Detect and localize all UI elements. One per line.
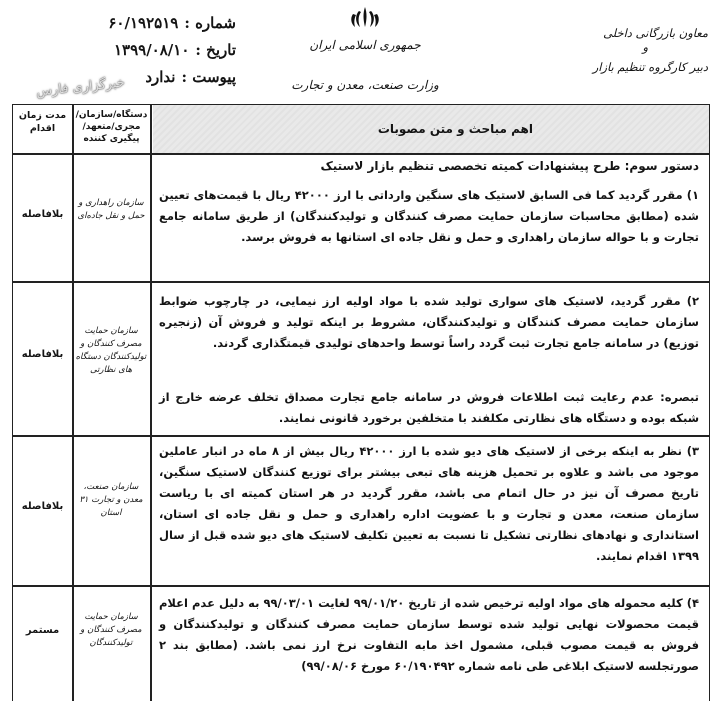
row-4-time: مستمر: [25, 625, 60, 636]
letter-date: [36, 37, 236, 64]
row-2-time: بلافاصله: [21, 349, 64, 360]
deputy-title: معاون بازرگانی داخلی: [603, 26, 708, 40]
conjunction: و: [642, 40, 648, 54]
letter-attachment-value: ندارد: [145, 68, 176, 86]
column-header-time: مدت زمان اقدام: [18, 110, 67, 134]
section-title: دستور سوم: طرح پیشنهادات کمیته تخصصی تنظیم بازار لاستیک: [320, 159, 699, 173]
row-3-text: ۳) نظر به اینکه برخی از لاستیک های دیو شده با ارز ۴۲۰۰۰ ریال بیش از ۸ ماه در انبار عاملین موجود می باشد و علاوه بر تحمیل هزینه های تبعی بیشتر برای توزیع کنندگان لاستیک سنگین، تاریخ مصرف آن نیز در حال اتمام می باشد، مقرر گردید در هر استان کمیته ای با ریاست سازمان صنعت، معدن و تجارت و با عضویت اداره راهداری و حمل و نقل جاده ای استان، استانداری و نهادهای نظارتی تشکیل تا نسبت به تعیین تکلیف لاستیک های دیو شده قبل از سال ۱۳۹۹ اقدام نمایند.: [159, 444, 699, 563]
letter-number-label: شماره :: [184, 14, 236, 32]
letter-attachment-label: پیوست :: [181, 68, 236, 86]
row-2-organization: سازمان حمایت مصرف کنندگان و تولیدکنندگان دستگاه های نظارتی: [75, 326, 147, 375]
column-divider: [150, 105, 152, 701]
row-divider: [13, 585, 709, 587]
row-2-note: تبصره: عدم رعایت ثبت اطلاعات فروش در سامانه جامع تجارت مصداق تخلف عرضه خارج از شبکه بوده و دستگاه های نظارتی مکلفند با متخلفین برخورد قانونی نمایند.: [159, 390, 699, 425]
iran-emblem-icon: [347, 5, 383, 31]
row-4-organization: سازمان حمایت مصرف کنندگان و تولیدکنندگان: [80, 612, 142, 648]
row-2-text: ۲) مقرر گردید، لاستیک های سواری تولید شده با مواد اولیه ارز نیمایی، در چارچوب ضوابط سازمان حمایت مصرف کنندگان و تولیدکنندگان، مشروط بر اینکه تولید و فروش آن (زنجیره توزیع) در سامانه جامع تجارت ثبت گردد راساً توسط واحدهای تولیدی قیمتگذاری گردند.: [159, 294, 699, 350]
country-name: جمهوری اسلامی ایران: [309, 38, 421, 52]
row-3-time: بلافاصله: [21, 501, 64, 512]
letter-date-label: تاریخ :: [195, 41, 236, 59]
row-1-time: بلافاصله: [21, 209, 64, 220]
header-divider: [13, 153, 709, 155]
row-4-text: ۴) کلیه محموله های مواد اولیه ترخیص شده از تاریخ ۹۹/۰۱/۲۰ لغایت ۹۹/۰۳/۰۱ به دلیل عدم اعلام قیمت محصولات نهایی تولید شده توسط سازمان حمایت مصرف کنندگان و تولیدکنندگان و فروش به قیمت مصوب قبلی، مشمول اخذ مابه التفاوت نرخ ارز نمی باشد. (مطابق بند ۲ صورتجلسه لاستیک ابلاغی طی نامه شماره ۶۰/۱۹۰۴۹۲ مورخ ۹۹/۰۸/۰۶): [159, 596, 699, 673]
row-divider: [13, 281, 709, 283]
secretary-title: دبیر کارگروه تنظیم بازار: [592, 60, 708, 74]
row-divider: [13, 435, 709, 437]
column-divider: [72, 105, 74, 701]
letter-number: [36, 10, 236, 37]
letter-date-value: ۱۳۹۹/۰۸/۱۰: [113, 41, 190, 59]
sender-title: [558, 26, 708, 54]
column-header-organization: دستگاه/سازمان/ مجری/متعهد/ پیگیری کننده: [75, 110, 148, 144]
row-1-organization: سازمان راهداری و حمل و نقل جاده‌ای: [77, 198, 145, 221]
row-1-text: ۱) مقرر گردید کما فی السابق لاستیک های سنگین وارداتی با ارز ۴۲۰۰۰ ریال با قیمت‌های تعیین شده (مطابق محاسبات سازمان حمایت مصرف کنندگان و تولیدکنندگان) از طریق سامانه جامع تجارت و با حواله سازمان راهداری و حمل و نقل جاده ای استانها به فروش برسد.: [159, 188, 700, 244]
row-3-organization: سازمان صنعت، معدن و تجارت ۳۱ استان: [79, 482, 143, 518]
ministry-name: وزارت صنعت، معدن و تجارت: [291, 78, 439, 92]
news-agency-watermark: خبرگزاری فارس: [35, 75, 126, 100]
column-header-resolutions: اهم مباحث و متن مصوبات: [153, 105, 709, 153]
resolutions-table: [12, 104, 710, 701]
letter-number-value: ۶۰/۱۹۲۵۱۹: [108, 14, 179, 32]
